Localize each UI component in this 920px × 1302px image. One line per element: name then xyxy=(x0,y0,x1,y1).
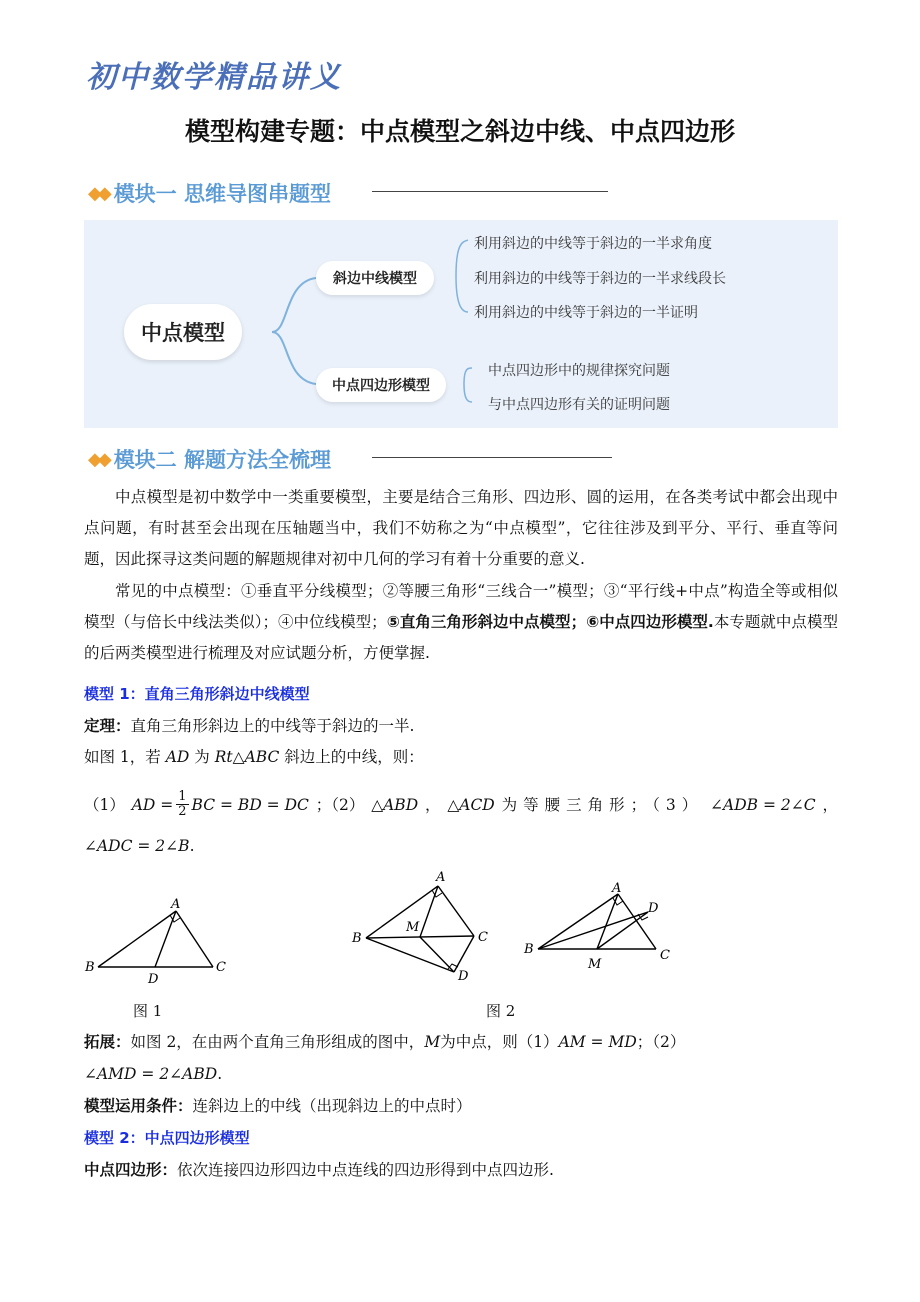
intro-text: 本专题就中点模型的后两类模型进行梳理及对应试题分析，方便掌握. xyxy=(84,613,838,662)
segment-AM xyxy=(420,886,438,937)
diamond-icon: ◆◆ xyxy=(88,182,108,204)
label-A: A xyxy=(171,897,181,912)
label: 模型运用条件： xyxy=(84,1097,193,1115)
math: AD xyxy=(165,748,190,766)
side-BA xyxy=(98,911,176,967)
label-B: B xyxy=(524,942,534,957)
mind-map-leaf: 利用斜边的中线等于斜边的一半证明 xyxy=(474,305,698,321)
text: . xyxy=(217,1065,223,1083)
text: 斜边上的中线，则： xyxy=(284,748,424,766)
text: . xyxy=(189,837,195,855)
math: Rt△ABC xyxy=(214,748,280,766)
mind-map-leaf: 与中点四边形有关的证明问题 xyxy=(488,397,670,413)
figure-2 xyxy=(348,868,488,988)
extension-line xyxy=(84,1030,685,1054)
label-C: C xyxy=(478,930,488,945)
condition-line xyxy=(84,1094,472,1118)
mind-map-branch-1: 斜边中线模型 xyxy=(316,261,434,295)
label: （1） xyxy=(84,795,125,814)
figure-3 xyxy=(520,880,680,970)
module1-heading xyxy=(88,178,331,208)
mind-map-root: 中点模型 xyxy=(124,304,242,360)
conclusions-line xyxy=(84,790,838,819)
extension-line-2 xyxy=(84,1062,222,1086)
module1-rule xyxy=(372,191,608,192)
diamond-icon: ◆◆ xyxy=(88,448,108,470)
math: △ABD xyxy=(371,795,419,814)
label-C: C xyxy=(216,960,226,975)
label-M: M xyxy=(406,920,420,935)
side-BD xyxy=(366,938,454,972)
math: BC = BD = DC xyxy=(191,795,309,814)
intro-text: 常见的中点模型：①垂直平分线模型；②等腰三角形“三线合一”模型；③“平行线+中点”构造全等或相似模型（与倍长中线法类似）；④中位线模型； xyxy=(84,582,838,631)
label-A: A xyxy=(612,881,622,896)
label-B: B xyxy=(352,931,362,946)
figure-1 xyxy=(80,895,240,985)
side-BA xyxy=(366,886,438,938)
model1-heading: 模型 1：直角三角形斜边中线模型 xyxy=(84,685,310,703)
label: ；（2） xyxy=(315,795,365,814)
math: △ACD xyxy=(447,795,495,814)
intro-bold: ⑤直角三角形斜边中点模型；⑥中点四边形模型. xyxy=(386,613,714,631)
label-M: M xyxy=(588,957,602,970)
denominator: 2 xyxy=(178,804,187,819)
intro-paragraph-2 xyxy=(84,576,838,669)
segment-MD xyxy=(420,937,454,972)
math: AM = MD xyxy=(558,1033,637,1051)
label-D: D xyxy=(458,969,469,984)
brand-title: 初中数学精品讲义 xyxy=(86,60,342,95)
side-BA xyxy=(538,894,618,949)
module1-label: 模块一 思维导图串题型 xyxy=(113,182,331,206)
mind-map-leaf: 中点四边形中的规律探究问题 xyxy=(488,363,670,379)
label-D: D xyxy=(648,901,659,916)
right-angle-mark xyxy=(432,890,442,897)
theorem-text: 直角三角形斜边上的中线等于斜边的一半. xyxy=(130,717,415,735)
mind-map-leaf: 利用斜边的中线等于斜边的一半求角度 xyxy=(474,236,712,252)
text: 连斜边上的中线（出现斜边上的中点时） xyxy=(192,1097,472,1115)
equation-1 xyxy=(132,790,309,819)
side-AC xyxy=(438,886,474,936)
mind-map-leaf: 利用斜边的中线等于斜边的一半求线段长 xyxy=(474,271,726,287)
figure-2-caption: 图 2 xyxy=(486,1002,516,1020)
label: 拓展： xyxy=(84,1033,131,1051)
module2-label: 模块二 解题方法全梳理 xyxy=(113,448,331,472)
numerator: 1 xyxy=(178,789,187,804)
fraction xyxy=(176,790,188,819)
theorem-label: 定理： xyxy=(84,717,131,735)
label-A: A xyxy=(436,870,446,885)
math: ∠AMD = 2∠ABD xyxy=(84,1065,218,1083)
math: ∠ADB = 2∠C xyxy=(710,795,816,814)
text: 为中点，则（1） xyxy=(440,1033,559,1051)
text: ， xyxy=(822,795,838,814)
side-BD xyxy=(538,912,648,949)
model2-heading: 模型 2：中点四边形模型 xyxy=(84,1129,250,1147)
text: 为等腰三角形；（3） xyxy=(501,795,704,814)
text: 如图 2，在由两个直角三角形组成的图中， xyxy=(130,1033,425,1051)
figure-1-caption: 图 1 xyxy=(133,1002,163,1020)
text: 如图 1，若 xyxy=(84,748,161,766)
label-C: C xyxy=(660,948,670,963)
mind-map xyxy=(84,220,838,428)
mind-map-branch-2: 中点四边形模型 xyxy=(316,368,446,402)
module2-rule xyxy=(372,457,612,458)
definition-line xyxy=(84,1158,554,1182)
math: M xyxy=(424,1033,441,1051)
label: 中点四边形： xyxy=(84,1161,178,1179)
text: 依次连接四边形四边中点连线的四边形得到中点四边形. xyxy=(177,1161,554,1179)
math: ∠ADC = 2∠B xyxy=(84,837,190,855)
text: ， xyxy=(424,795,441,814)
intro-paragraph-1: 中点模型是初中数学中一类重要模型，主要是结合三角形、四边形、圆的运用，在各类考试中都会出现中点问题，有时甚至会出现在压轴题当中，我们不妨称之为“中点模型”，它往往涉及到平分、平行、垂直等问题，因此探寻这类问题的解题规律对初中几何的学习有着十分重要的意义. xyxy=(84,488,838,568)
label-B: B xyxy=(85,960,95,975)
text: ；（2） xyxy=(636,1033,686,1051)
theorem-line xyxy=(84,714,414,738)
text: 为 xyxy=(194,748,210,766)
side-AC xyxy=(176,911,213,967)
label-D: D xyxy=(148,972,159,985)
figure-intro-line xyxy=(84,745,424,769)
conclusion-3-line xyxy=(84,834,195,858)
math: AD = xyxy=(131,795,174,814)
page-title: 模型构建专题：中点模型之斜边中线、中点四边形 xyxy=(184,117,735,146)
module2-heading xyxy=(88,444,331,474)
